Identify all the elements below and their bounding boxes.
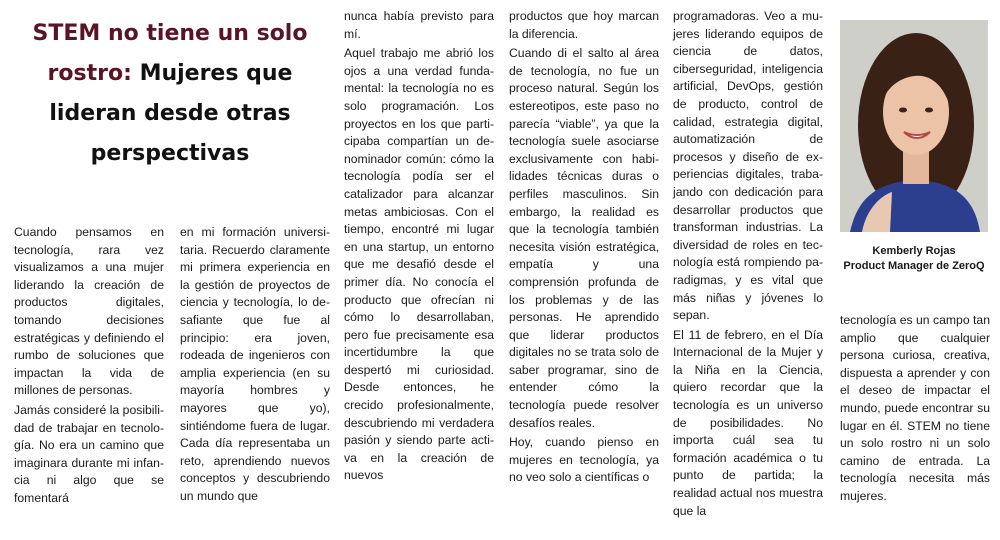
paragraph: Aquel trabajo me abrió los ojos a una verdad fundamental: la tecnología no es solo programación. Los proyectos en los que participaba compartían un denominador común: cómo la tecnología podía ser el catalizador para alcanzar metas ambiciosas. Con el tiempo, encontré mi lugar en una startup, un entorno que me desafió desde el primer día. No conocía el producto que ofrecían ni cómo lo desarrollaban, pero fue precisamente esa incertidumbre la que despertó mi curiosidad. Desde entonces, he crecido profesionalmente, descubriendo mi verdadera pasión y siendo parte activa en la creación de nuevos	[344, 46, 494, 483]
author-role: Product Manager de ZeroQ	[843, 260, 985, 272]
paragraph: Cuando di el salto al área de tecnología, no fue un proceso natural. Según los estereotipos, este paso no parecía “viable”, ya que la tecnología suele asociarse exclusivamente con habilidades técnicas duras o perfiles masculinos. Sin embargo, la realidad es que la tecnología también necesita visión estratégica, empatía y una comprensión profunda de los problemas y de las personas. He aprendido que liderar productos digitales no se trata solo de saber programar, sino de entender cómo la tecnología puede resolver desafíos reales.	[509, 46, 659, 430]
article-column-2	[180, 224, 330, 508]
author-name: Kemberly Rojas	[872, 245, 956, 257]
article-column-4	[509, 8, 659, 489]
paragraph: Cuando pensamos en tecnología, rara vez visualizamos a una mujer liderando la creación de productos digitales, tomando decisiones estratégicas y definiendo el rumbo de soluciones que impactan la vida de millones de personas.	[14, 225, 164, 398]
paragraph: en mi formación universitaria. Recuerdo claramente mi primera experiencia en la gestión de proyectos de ciencia y tecnología, lo desafiante que fue al principio: era joven, rodeada de ingenieros con amplia experiencia (en su mayoría hombres y mayores que yo), sintiéndome fuera de lugar. Cada día representaba un reto, aprendiendo nuevos conceptos y descubriendo un mundo que	[180, 225, 330, 503]
paragraph: tecnología es un campo tan amplio que cualquier persona curiosa, creativa, dispuesta a aprender y con el deseo de impactar el mundo, puede encontrar su lugar en él. STEM no tiene un solo rostro ni un solo camino de entrada. La tecnología necesita más mujeres.	[840, 313, 990, 503]
paragraph: productos que hoy marcan la diferencia.	[509, 9, 659, 41]
portrait-illustration	[840, 20, 988, 232]
article-column-1	[14, 224, 164, 510]
paragraph: Hoy, cuando pienso en mujeres en tecnología, ya no veo solo a científicas o	[509, 435, 659, 485]
author-photo	[840, 20, 988, 232]
article-column-6	[840, 312, 990, 508]
headline-part-1: STEM no tiene un solo rostro:	[32, 21, 308, 86]
paragraph: Jamás consideré la posibilidad de trabajar en tecnología. No era un camino que imaginara durante mi infancia ni algo que se fomentará	[14, 402, 164, 505]
headline	[14, 14, 326, 174]
headline-part-2: Mujeres que lideran desde otras perspectivas	[49, 61, 293, 166]
photo-caption	[834, 244, 994, 274]
paragraph: El 11 de febrero, en el Día Internacional de la Mujer y la Niña en la Ciencia, quiero recordar que la tecnología es un universo de posibilidades. No importa cuál sea tu formación académica o tu punto de partida; la realidad actual nos muestra que la	[673, 327, 823, 518]
paragraph: programadoras. Veo a mujeres liderando equipos de ciencia de datos, ciberseguridad, inteligencia artificial, DevOps, gestión de producto, control de calidad, estrategia digital, automatización de procesos y diseño de experiencias digitales, trabajando con dedicación para desarrollar productos que transforman industrias. La diversidad de roles en tecnología está rompiendo paradigmas, y es vital que más niñas y jóvenes lo sepan.	[673, 9, 823, 323]
paragraph: nunca había previsto para mí.	[344, 9, 494, 41]
article-column-5	[673, 8, 823, 522]
article-column-3	[344, 8, 494, 487]
